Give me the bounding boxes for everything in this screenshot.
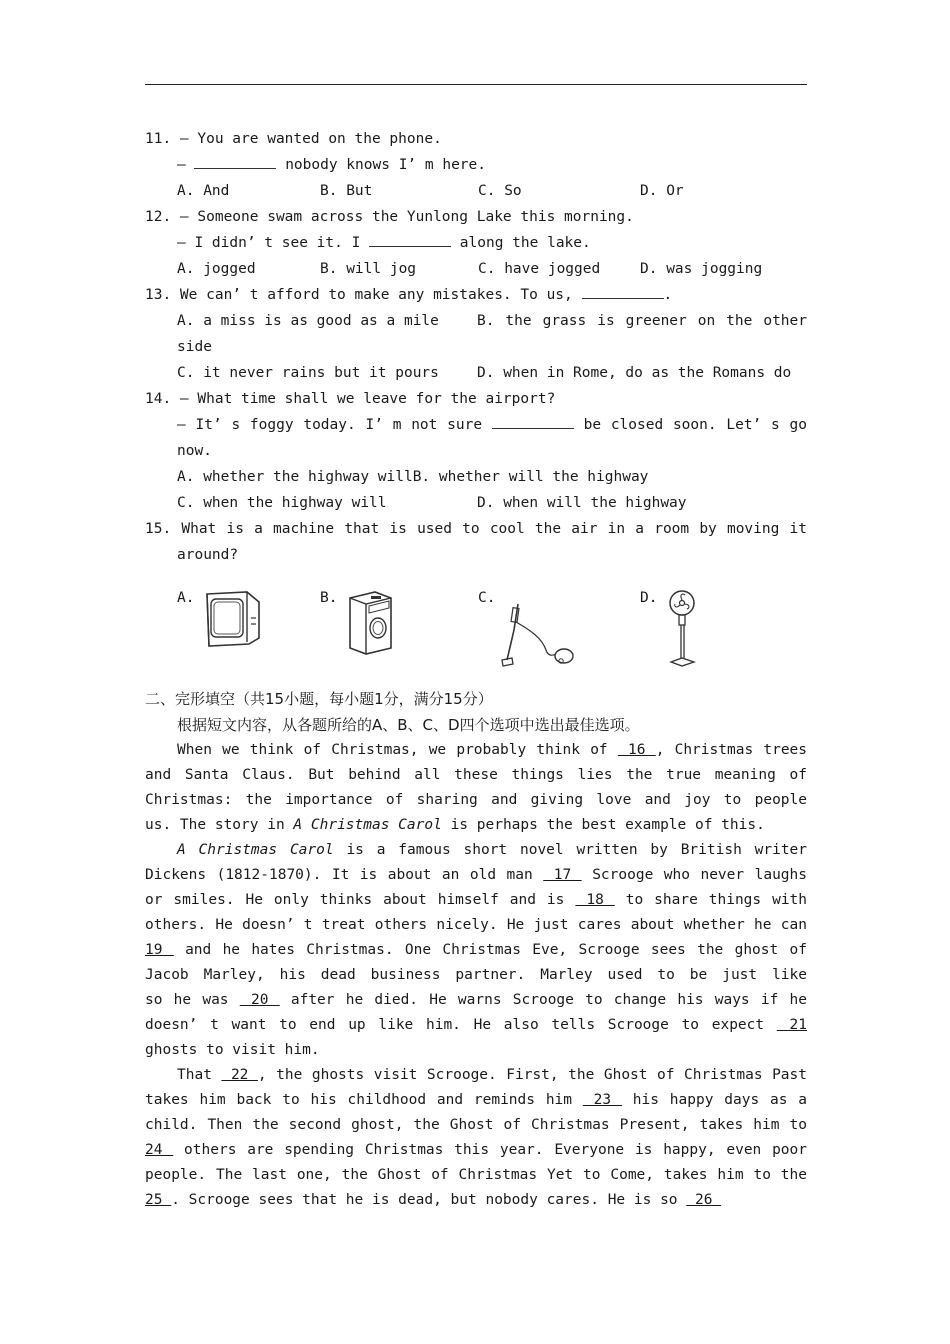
blank-26[interactable]: 26 [686,1192,722,1208]
q15-line2: around? [177,547,239,563]
q15-label-d[interactable]: D. [640,590,658,606]
p3-line2: takes him back to his childhood and reminds him 23 his happy days as a [145,1092,807,1108]
p2-line1: A Christmas Carol is a famous short novel written by British writer [177,842,807,858]
q15-label-a[interactable]: A. [177,590,195,606]
q12-line2-post: along the lake. [459,235,591,251]
q11-option-c[interactable]: C. So [478,183,522,199]
television-icon [203,588,263,648]
blank-21[interactable]: 21 [776,1017,807,1033]
q12-option-b[interactable]: B. will jog [320,261,417,277]
q11-option-d[interactable]: D. Or [640,183,684,199]
q13-options-cd [145,360,807,386]
p1-line1: When we think of Christmas, we probably think of 16 , Christmas trees [177,742,807,758]
book-title: A Christmas Carol [293,817,442,833]
q13-blank [582,283,664,299]
blank-18[interactable]: 18 [575,892,615,908]
p3-line4: 24 others are spending Christmas this year. Everyone is happy, even poor [145,1142,807,1158]
q14-line2-post: be closed soon. Let’ s go [583,417,807,433]
q12-option-c[interactable]: C. have jogged [478,261,601,277]
q12-line2 [145,230,807,256]
q11-option-b[interactable]: B. But [320,183,373,199]
q13-option-c[interactable]: C. it never rains but it pours [177,365,439,381]
q15-image-options [145,568,807,686]
q14-options-ab[interactable]: A. whether the highway willB. whether will the highway [177,469,649,485]
q13-option-b-cont: side [177,339,212,355]
q15-line1: 15. What is a machine that is used to cool the air in a room by moving it [145,521,807,537]
section2-instruction: 根据短文内容，从各题所给的A、B、C、D四个选项中选出最佳选项。 [177,716,640,734]
blank-24[interactable]: 24 [145,1142,174,1158]
q11-line1: 11. — You are wanted on the phone. [145,131,442,147]
q13-options-ab [145,308,807,334]
p3-line5: people. The last one, the Ghost of Christmas Yet to Come, takes him to the [145,1167,807,1183]
q14-line2 [145,412,807,438]
p3-line1: That 22 , the ghosts visit Scrooge. First, the Ghost of Christmas Past [177,1067,807,1083]
p2-line2: Dickens (1812-1870). It is about an old man 17 Scrooge who never laughs [145,867,807,883]
blank-19[interactable]: 19 [145,942,174,958]
p2-line4: others. He doesn’ t treat others nicely. He just cares about whether he can [145,917,807,933]
q12-options [145,256,807,282]
p1-line2: and Santa Claus. But behind all these things lies the true meaning of [145,767,807,783]
book-title: A Christmas Carol [177,842,334,858]
q13-line1-pre: 13. We can’ t afford to make any mistakes. To us, [145,287,573,303]
q11-line2 [145,152,807,178]
header-rule [145,84,807,85]
q11-blank [194,153,276,169]
electric-fan-icon [665,588,699,670]
p1-line4: us. The story in A Christmas Carol is perhaps the best example of this. [145,817,765,833]
blank-25[interactable]: 25 [145,1192,172,1208]
q12-line2-pre: — I didn’ t see it. I [177,235,361,251]
q13-option-a[interactable]: A. a miss is as good as a mile [177,313,439,329]
q12-option-a[interactable]: A. jogged [177,261,256,277]
q13-line1 [145,282,807,308]
q13-line1-post: . [663,287,673,303]
p3-line3: child. Then the second ghost, the Ghost of Christmas Present, takes him to [145,1117,807,1133]
q14-blank [492,413,574,429]
p3-line6: 25 . Scrooge sees that he is dead, but nobody cares. He is so 26 [145,1192,722,1208]
q12-option-d[interactable]: D. was jogging [640,261,763,277]
p2-line9: ghosts to visit him. [145,1042,320,1058]
p2-line8: doesn’ t want to end up like him. He also tells Scrooge to expect 21 [145,1017,807,1033]
q14-line3: now. [177,443,212,459]
q11-option-a[interactable]: A. And [177,183,230,199]
q12-line1: 12. — Someone swam across the Yunlong Lake this morning. [145,209,634,225]
p2-line5: 19 and he hates Christmas. One Christmas Eve, Scrooge sees the ghost of [145,942,807,958]
washing-machine-icon [345,588,395,656]
q14-line1: 14. — What time shall we leave for the airport? [145,391,556,407]
q15-label-b[interactable]: B. [320,590,338,606]
blank-20[interactable]: 20 [239,992,280,1008]
q14-option-d[interactable]: D. when will the highway [477,495,687,511]
q12-blank [369,231,451,247]
q15-label-c[interactable]: C. [478,590,496,606]
q13-option-b[interactable]: B. the grass is greener on the other [477,313,807,329]
blank-17[interactable]: 17 [543,867,582,883]
exam-page [145,126,807,1213]
q14-options-cd [145,490,807,516]
q11-options [145,178,807,204]
q14-option-c[interactable]: C. when the highway will [177,495,387,511]
blank-16[interactable]: 16 [617,742,656,758]
p2-line3: or smiles. He only thinks about himself and is 18 to share things with [145,892,807,908]
p1-line3: Christmas: the importance of sharing and giving love and joy to people [145,792,807,808]
p2-line7: so he was 20 after he died. He warns Scrooge to change his ways if he [145,992,807,1008]
vacuum-cleaner-icon [500,600,580,670]
blank-23[interactable]: 23 [582,1092,622,1108]
q13-option-d[interactable]: D. when in Rome, do as the Romans do [477,365,792,381]
section2-heading: 二、完形填空（共15小题，每小题1分，满分15分） [145,690,493,708]
p2-line6: Jacob Marley, his dead business partner. Marley used to be just like [145,967,807,983]
blank-22[interactable]: 22 [221,1067,258,1083]
q14-line2-pre: — It’ s foggy today. I’ m not sure [177,417,483,433]
q11-line2-rest: nobody knows I’ m here. [285,157,486,173]
q11-dash: — [177,157,186,173]
